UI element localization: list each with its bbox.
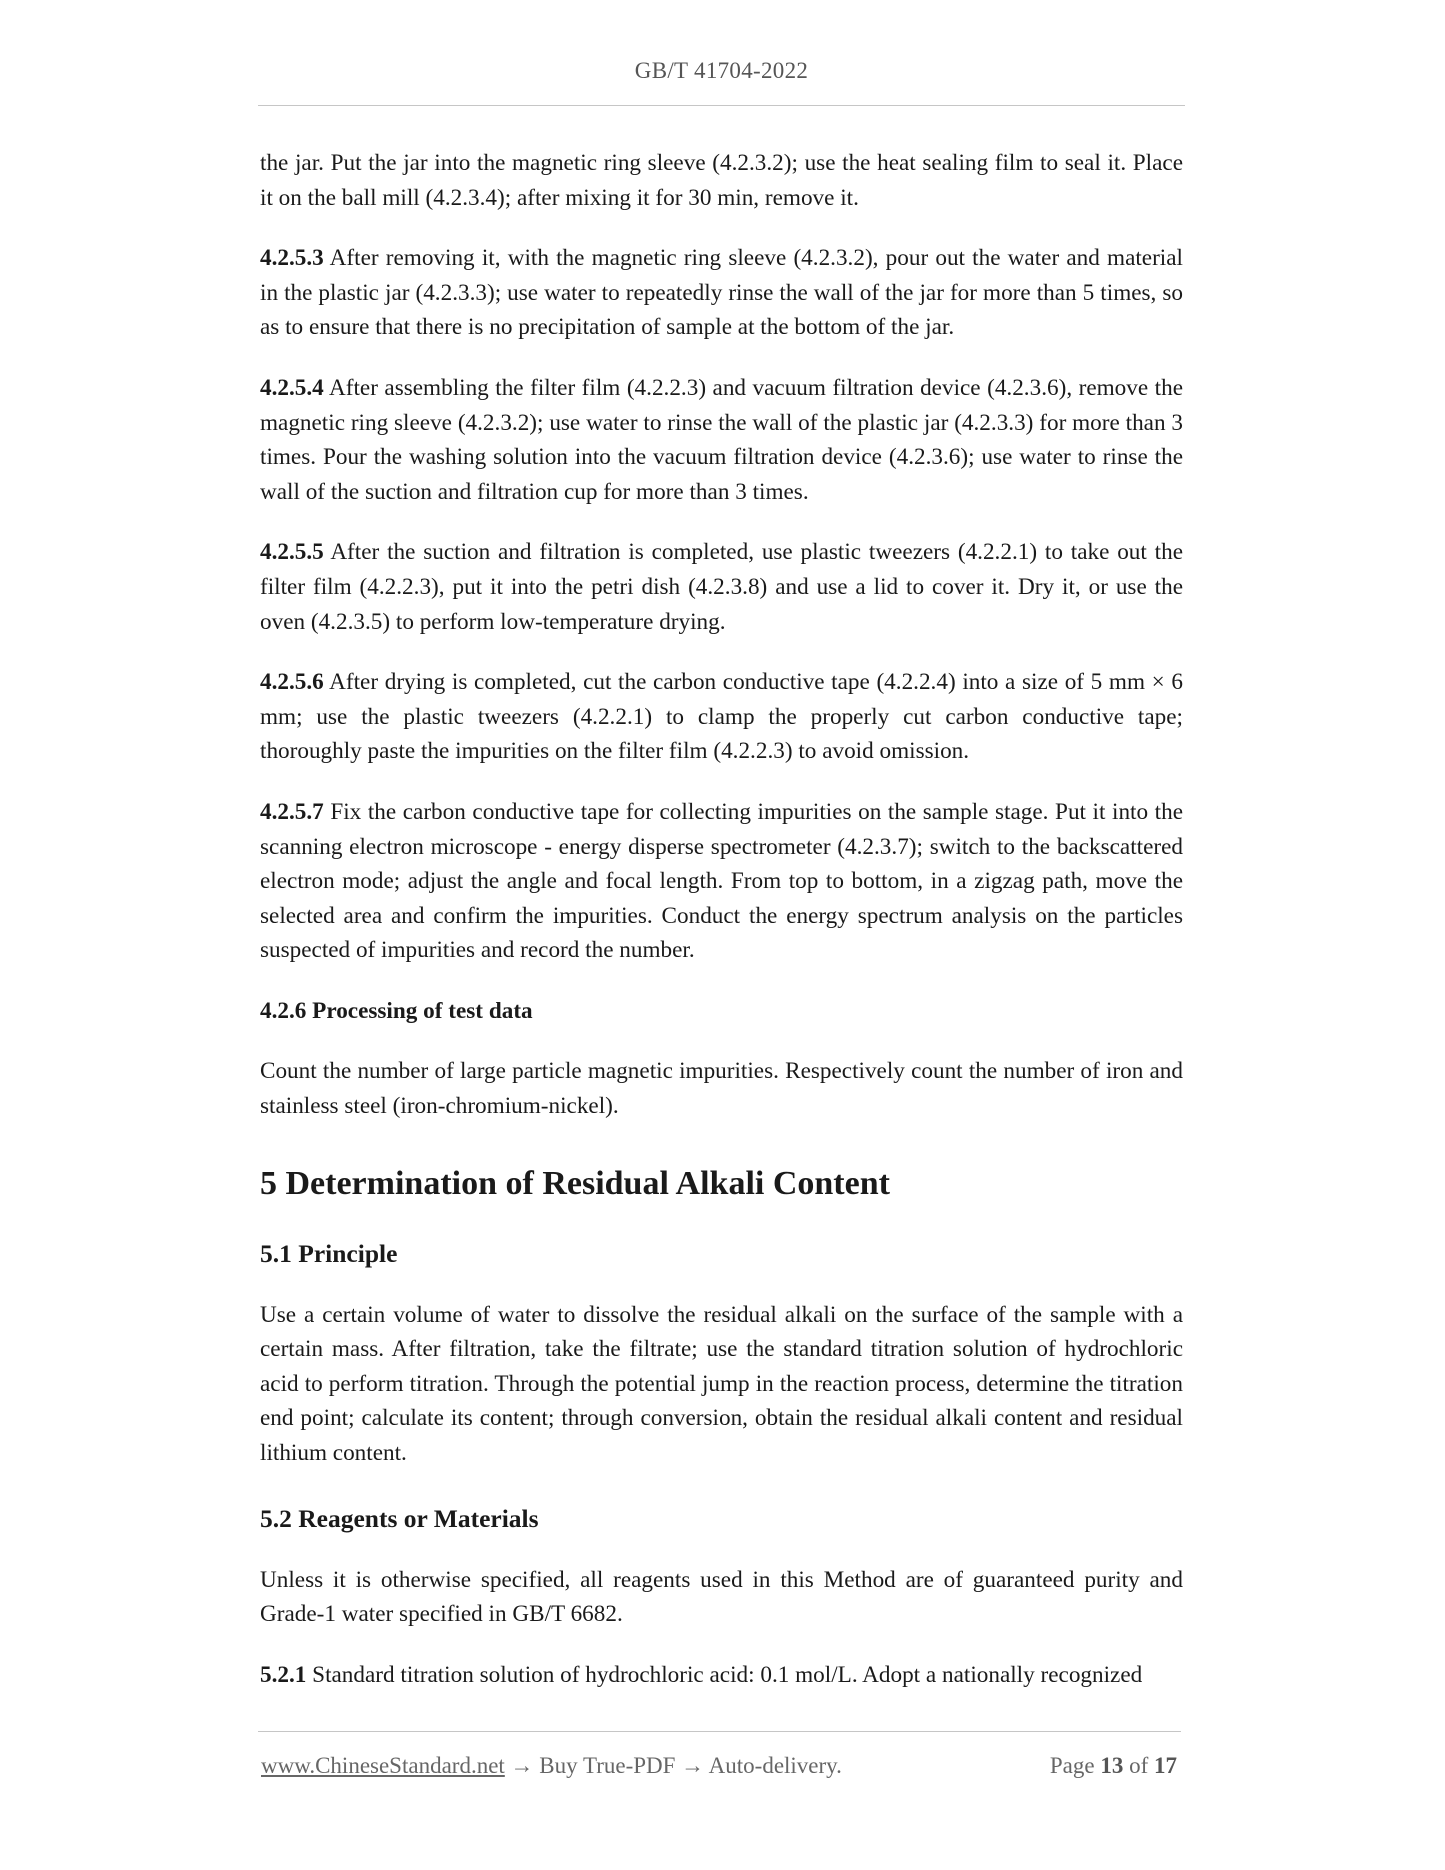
clause-number: 4.2.5.7 [260, 798, 324, 825]
page-indicator: Page 13 of 17 [1049, 1753, 1177, 1778]
paragraph-reagents: Unless it is otherwise specified, all reagents used in this Method are of guaranteed purity and Grade-1 water specified in GB/T 6682. [260, 1566, 1183, 1628]
clause-text: Standard titration solution of hydrochloric acid: 0.1 mol/L. Adopt a nationally recognized [306, 1661, 1143, 1688]
total-pages: 17 [1154, 1753, 1177, 1778]
document-body [260, 146, 1183, 1692]
clause-text: After removing it, with the magnetic ring sleeve (4.2.3.2), pour out the water and material in the plastic jar (4.2.3.3); use water to repeatedly rinse the wall of the jar for more than 5 times, so as to ensure that there is no precipitation of sample at the bottom of the jar. [260, 245, 1183, 341]
footer-divider [258, 1731, 1181, 1732]
footer-tagline: → Buy True-PDF → Auto-delivery. [504, 1753, 842, 1778]
paragraph-continuation: the jar. Put the jar into the magnetic ring sleeve (4.2.3.2); use the heat sealing film to seal it. Place it on the ball mill (4.2.3.4); after mixing it for 30 min, remove it. [260, 150, 1183, 211]
clause-number: 4.2.5.6 [260, 669, 324, 696]
header-divider [258, 105, 1185, 106]
clause-number: 4.2.5.3 [260, 245, 324, 272]
paragraph-test-data: Count the number of large particle magnetic impurities. Respectively count the number of iron and stainless steel (iron-chromium-nickel). [260, 1058, 1183, 1120]
clause-text: Fix the carbon conductive tape for collecting impurities on the sample stage. Put it into the scanning electron microscope - energy disperse spectrometer (4.2.3.7); switch to the backscattered electron mode; adjust the angle and focal length. From top to bottom, in a zigzag path, move the selected area and confirm the impurities. Conduct the energy spectrum analysis on the particles suspected of impurities and record the number. [260, 798, 1183, 964]
clause-text: After the suction and filtration is completed, use plastic tweezers (4.2.2.1) to take out the filter film (4.2.2.3), put it into the petri dish (4.2.3.8) and use a lid to cover it. Dry it, or use the oven (4.2.3.5) to perform low-temperature drying. [260, 539, 1183, 635]
clause-4-2-5-4 [260, 371, 1183, 509]
clause-5-2-1 [260, 1658, 1183, 1693]
clause-4-2-5-7 [260, 795, 1183, 968]
clause-4-2-5-5 [260, 535, 1183, 639]
clause-4-2-5-3 [260, 241, 1183, 345]
page-footer [261, 1753, 1181, 1779]
clause-number: 5.2.1 [260, 1661, 307, 1688]
page-header: GB/T 41704-2022 [634, 58, 809, 83]
clause-number: 4.2.5.5 [260, 539, 324, 566]
current-page: 13 [1100, 1753, 1124, 1778]
clause-4-2-5-6 [260, 665, 1183, 769]
website-link[interactable]: www.ChineseStandard.net [261, 1753, 505, 1778]
clause-number: 4.2.5.4 [260, 374, 324, 401]
clause-text: After assembling the filter film (4.2.2.3) and vacuum filtration device (4.2.3.6), remove the magnetic ring sleeve (4.2.3.2); use water to rinse the wall of the plastic jar (4.2.3.3) for more than 3 times. Pour the washing solution into the vacuum filtration device (4.2.3.6); use water to rinse the wall of the suction and filtration cup for more than 3 times. [260, 374, 1183, 505]
clause-text: After drying is completed, cut the carbon conductive tape (4.2.2.4) into a size of 5 mm × 6 mm; use the plastic tweezers (4.2.2.1) to clamp the properly cut carbon conductive tape; thoroughly paste the impurities on the filter film (4.2.2.3) to avoid omission. [260, 669, 1183, 765]
heading-5-2: 5.2 Reagents or Materials [260, 1503, 539, 1533]
heading-4-2-6: 4.2.6 Processing of test data [260, 997, 533, 1024]
heading-5-1: 5.1 Principle [260, 1238, 398, 1268]
chapter-heading-5: 5 Determination of Residual Alkali Content [260, 1164, 890, 1202]
paragraph-principle: Use a certain volume of water to dissolve the residual alkali on the surface of the sample with a certain mass. After filtration, take the filtrate; use the standard titration solution of hydrochloric acid to perform titration. Through the potential jump in the reaction process, determine the titration end point; calculate its content; through conversion, obtain the residual alkali content and residual lithium content. [260, 1301, 1183, 1467]
